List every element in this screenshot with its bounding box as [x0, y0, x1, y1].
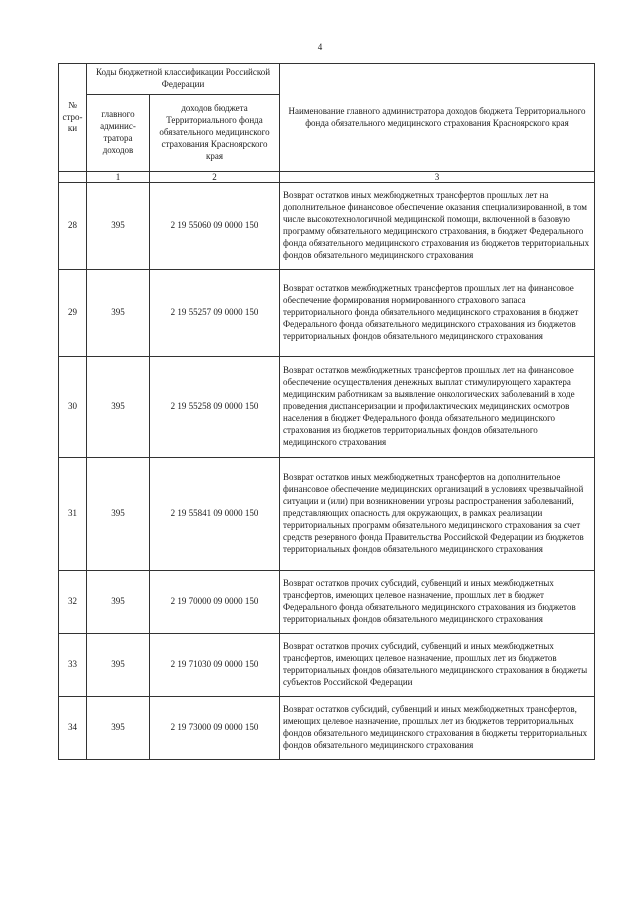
income-code: 2 19 55258 09 0000 150 — [150, 357, 280, 458]
admin-code: 395 — [87, 183, 150, 270]
row-number: 28 — [59, 183, 87, 270]
table-row — [59, 183, 595, 270]
admin-code: 395 — [87, 270, 150, 357]
header-administrator-name: Наименование главного администратора доходов бюджета Территориального фонда обязательного медицинского страхования Красноярского края — [280, 64, 595, 172]
row-number: 30 — [59, 357, 87, 458]
row-number: 31 — [59, 458, 87, 571]
column-number: 3 — [280, 172, 595, 183]
row-number: 34 — [59, 697, 87, 760]
income-code: 2 19 55060 09 0000 150 — [150, 183, 280, 270]
row-number: 32 — [59, 571, 87, 634]
income-code: 2 19 70000 09 0000 150 — [150, 571, 280, 634]
header-income-code: доходов бюджета Территориального фонда обязательного медицинского страхования Красноярского края — [150, 95, 280, 172]
admin-code: 395 — [87, 458, 150, 571]
header-codes-group: Коды бюджетной классификации Российской Федерации — [87, 64, 280, 95]
income-code: 2 19 55841 09 0000 150 — [150, 458, 280, 571]
column-number: 2 — [150, 172, 280, 183]
table-row — [59, 571, 595, 634]
admin-code: 395 — [87, 357, 150, 458]
header-admin-code: главного админис-тратора доходов — [87, 95, 150, 172]
page-number: 4 — [317, 42, 323, 52]
income-description: Возврат остатков иных межбюджетных трансфертов на дополнительное финансовое обеспечение медицинских организаций в условиях чрезвычайной ситуации и (или) при возникновении угрозы распространения заболеваний, представляющих опасность для окружающих, в рамках реализации территориальных программ обязательного медицинского страхования за счет средств резервного фонда Правительства Российской Федерации из бюджетов территориальных фондов обязательного медицинского страхования — [280, 458, 595, 571]
row-number: 33 — [59, 634, 87, 697]
income-description: Возврат остатков межбюджетных трансфертов прошлых лет на финансовое обеспечение формирования нормированного страхового запаса территориального фонда обязательного медицинского страхования в бюджет Федерального фонда обязательного медицинского страхования из бюджетов территориальных фондов обязательного медицинского страхования — [280, 270, 595, 357]
table-row — [59, 458, 595, 571]
admin-code: 395 — [87, 634, 150, 697]
header-row-number: № стро-ки — [59, 64, 87, 172]
column-numbers-row — [59, 172, 595, 183]
admin-code: 395 — [87, 697, 150, 760]
admin-code: 395 — [87, 571, 150, 634]
row-number: 29 — [59, 270, 87, 357]
income-description: Возврат остатков иных межбюджетных трансфертов прошлых лет на дополнительное финансовое обеспечение оказания специализированной, в том числе высокотехнологичной медицинской помощи, включенной в базовую программу обязательного медицинского страхования, в бюджет Федерального фонда обязательного медицинского страхования из бюджетов территориальных фондов обязательного медицинского страхования — [280, 183, 595, 270]
budget-codes-table — [58, 63, 595, 760]
column-number: 1 — [87, 172, 150, 183]
income-code: 2 19 73000 09 0000 150 — [150, 697, 280, 760]
income-description: Возврат остатков межбюджетных трансфертов прошлых лет на финансовое обеспечение осуществления денежных выплат стимулирующего характера медицинским работникам за выявление онкологических заболеваний в ходе проведения диспансеризации и профилактических медицинских осмотров населения в бюджет Федерального фонда обязательного медицинского страхования из бюджетов территориальных фондов обязательного медицинского страхования — [280, 357, 595, 458]
table-row — [59, 697, 595, 760]
income-description: Возврат остатков субсидий, субвенций и иных межбюджетных трансфертов, имеющих целевое назначение, прошлых лет из бюджетов территориальных фондов обязательного медицинского страхования в бюджеты территориальных фондов обязательного медицинского страхования — [280, 697, 595, 760]
column-number-blank — [59, 172, 87, 183]
table-row — [59, 270, 595, 357]
table-row — [59, 634, 595, 697]
income-code: 2 19 71030 09 0000 150 — [150, 634, 280, 697]
income-description: Возврат остатков прочих субсидий, субвенций и иных межбюджетных трансфертов, имеющих целевое назначение, прошлых лет в бюджет Федерального фонда обязательного медицинского страхования из бюджетов территориальных фондов обязательного медицинского страхования — [280, 571, 595, 634]
income-code: 2 19 55257 09 0000 150 — [150, 270, 280, 357]
table-row — [59, 357, 595, 458]
income-description: Возврат остатков прочих субсидий, субвенций и иных межбюджетных трансфертов, имеющих целевое назначение, прошлых лет из бюджетов территориальных фондов обязательного медицинского страхования в бюджеты субъектов Российской Федерации — [280, 634, 595, 697]
